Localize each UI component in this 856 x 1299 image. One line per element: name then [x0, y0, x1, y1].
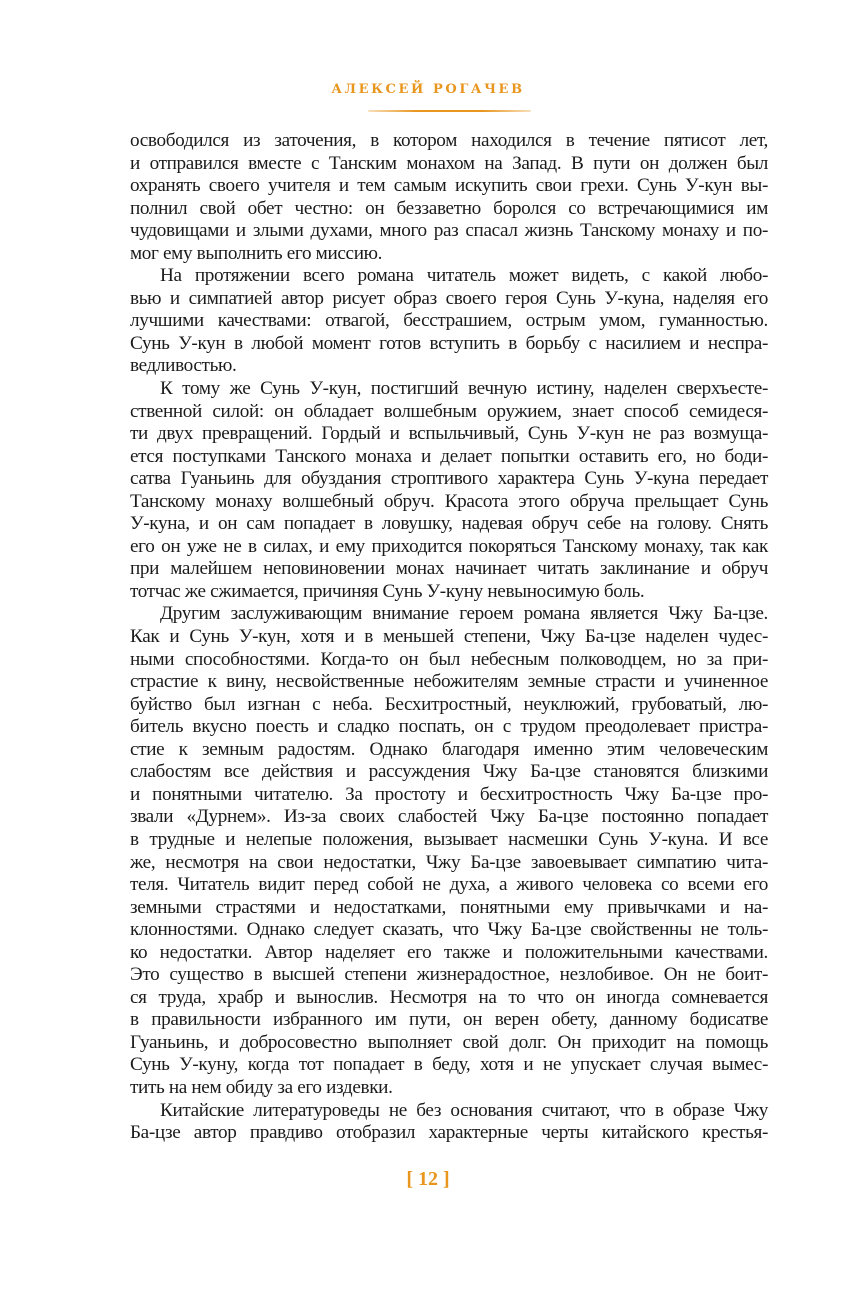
body-text — [130, 130, 768, 1145]
text-line: битель вкусно поесть и сладко поспать, он с трудом преодолевает пристра- — [130, 716, 768, 738]
text-line: Танскому монаху волшебный обруч. Красота этого обруча прельщает Сунь — [130, 490, 768, 512]
text-line: звали «Дурнем». Из-за своих слабостей Чжу Ба-цзе постоянно попадает — [130, 806, 768, 828]
text-line: мог ему выполнить его миссию. — [130, 242, 383, 264]
text-line: и понятными читателю. За простоту и бесхитростность Чжу Ба-цзе про- — [130, 783, 768, 805]
text-line: охранять своего учителя и тем самым искупить свои грехи. Сунь У-кун вы- — [130, 175, 768, 197]
text-line: лучшими качествами: отвагой, бесстрашием, острым умом, гуманностью. — [130, 310, 768, 332]
text-line: теля. Читатель видит перед собой не духа, а живого человека со всеми его — [130, 874, 768, 896]
text-line: На протяжении всего романа читатель может видеть, с какой любо- — [160, 265, 768, 287]
text-line: Это существо в высшей степени жизнерадостное, незлобивое. Он не боит- — [130, 964, 768, 986]
text-line: ко недостатки. Автор наделяет его также и положительными качествами. — [130, 941, 768, 963]
text-line: Сунь У-кун в любой момент готов вступить в борьбу с насилием и неспра- — [130, 332, 768, 354]
header-rule-divider — [368, 110, 531, 112]
paragraph — [130, 130, 768, 265]
paragraph — [130, 265, 768, 378]
text-line: ведливостью. — [130, 355, 237, 377]
text-line: буйство был изгнан с неба. Бесхитростный, неуклюжий, грубоватый, лю- — [130, 693, 768, 715]
page-number: [ 12 ] — [406, 1168, 450, 1190]
paragraph — [130, 1100, 768, 1145]
text-line: вью и симпатией автор рисует образ своего героя Сунь У-куна, наделяя его — [130, 287, 768, 309]
text-line: земными страстями и недостатками, понятными ему привычками и на- — [130, 896, 768, 918]
text-line: тить на нем обиду за его издевки. — [130, 1076, 393, 1098]
text-line: клонностями. Однако следует сказать, что Чжу Ба-цзе свойственны не толь- — [130, 919, 768, 941]
text-line: ется поступками Танского монаха и делает попытки оставить его, но боди- — [130, 445, 768, 467]
text-line: в трудные и нелепые положения, вызывает насмешки Сунь У-куна. И все — [130, 828, 768, 850]
text-line: Как и Сунь У-кун, хотя и в меньшей степени, Чжу Ба-цзе наделен чудес- — [130, 626, 768, 648]
text-line: же, несмотря на свои недостатки, Чжу Ба-цзе завоевывает симпатию чита- — [130, 851, 768, 873]
text-line: Китайские литературоведы не без основания считают, что в образе Чжу — [160, 1099, 768, 1121]
text-line: ственной силой: он обладает волшебным оружием, знает способ семидеся- — [130, 400, 768, 422]
text-line: К тому же Сунь У-кун, постигший вечную истину, наделен сверхъесте- — [160, 378, 768, 400]
text-line: страстие к вину, несвойственные небожителям земные страсти и учиненное — [130, 671, 768, 693]
text-line: слабостям все действия и рассуждения Чжу Ба-цзе становятся близкими — [130, 761, 768, 783]
text-line: Другим заслуживающим внимание героем романа является Чжу Ба-цзе. — [160, 603, 768, 625]
text-line: У-куна, и он сам попадает в ловушку, надевая обруч себе на голову. Снять — [130, 513, 768, 535]
text-line: тотчас же сжимается, причиняя Сунь У-куну невыносимую боль. — [130, 580, 645, 602]
paragraph — [130, 378, 768, 603]
text-line: освободился из заточения, в котором находился в течение пятисот лет, — [130, 130, 768, 151]
text-line: полнил свой обет честно: он беззаветно боролся со встречающимися им — [130, 197, 768, 219]
text-line: при малейшем неповиновении монах начинает читать заклинание и обруч — [130, 558, 768, 580]
text-line: и отправился вместе с Танским монахом на Запад. В пути он должен был — [130, 152, 768, 174]
text-line: стие к земным радостям. Однако благодаря именно этим человеческим — [130, 738, 768, 760]
text-line: ти двух превращений. Гордый и вспыльчивый, Сунь У-кун не раз возмуща- — [130, 423, 768, 445]
text-line: сатва Гуаньинь для обуздания строптивого характера Сунь У-куна передает — [130, 468, 768, 490]
text-line: ся труда, храбр и вынослив. Несмотря на то что он иногда сомневается — [130, 986, 768, 1008]
text-line: Ба-цзе автор правдиво отобразил характерные черты китайского крестья- — [130, 1122, 768, 1144]
text-line: в правильности избранного им пути, он верен обету, данному бодисатве — [130, 1009, 768, 1031]
running-head-author: АЛЕКСЕЙ РОГАЧЕВ — [331, 82, 525, 97]
paragraph — [130, 603, 768, 1099]
text-line: ными способностями. Когда-то он был небесным полководцем, но за при- — [130, 648, 768, 670]
text-line: его он уже не в силах, и ему приходится покоряться Танскому монаху, так как — [130, 535, 768, 557]
text-line: Сунь У-куну, когда тот попадает в беду, хотя и не упускает случая вымес- — [130, 1054, 768, 1076]
text-line: Гуаньинь, и добросовестно выполняет свой долг. Он приходит на помощь — [130, 1031, 768, 1053]
text-line: чудовищами и злыми духами, много раз спасал жизнь Танскому монаху и по- — [130, 220, 768, 242]
